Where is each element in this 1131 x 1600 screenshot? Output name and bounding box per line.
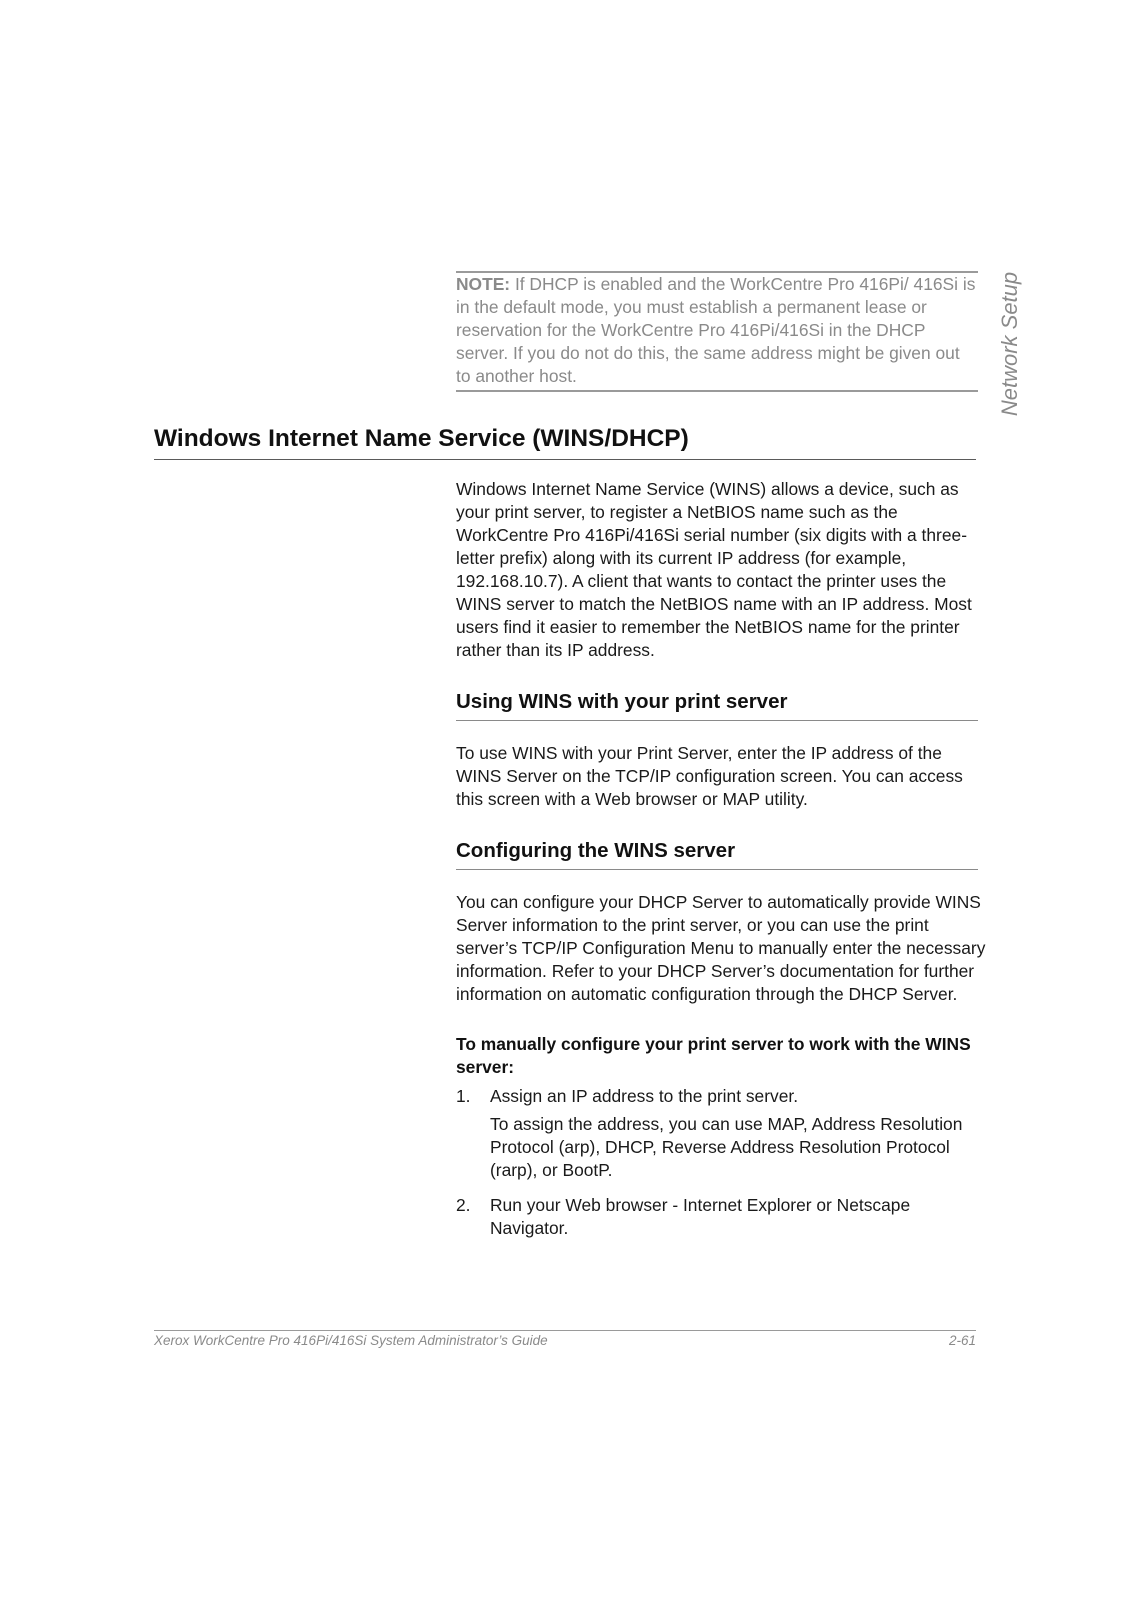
footer-title: Xerox WorkCentre Pro 416Pi/416Si System Administrator’s Guide — [154, 1333, 548, 1348]
step-number: 2. — [456, 1195, 471, 1215]
step-text: Assign an IP address to the print server. — [490, 1086, 799, 1106]
side-tab-label: Network Setup — [997, 271, 1022, 417]
procedure-title: To manually configure your print server to work with the WINS server: — [456, 1034, 971, 1077]
step-text: Run your Web browser - Internet Explorer or Netscape Navigator. — [490, 1195, 911, 1238]
using-wins-paragraph: To use WINS with your Print Server, enter the IP address of the WINS Server on the TCP/IP configuration screen. You can access this screen with a Web browser or MAP utility. — [456, 743, 963, 809]
configuring-wins-paragraph: You can configure your DHCP Server to automatically provide WINS Server information to the print server, or you can use the print server’s TCP/IP Configuration Menu to manually enter the necessary information. Refer to your DHCP Server’s documentation for further information on automatic configuration through the DHCP Server. — [456, 892, 986, 1004]
configuring-wins-heading: Configuring the WINS server — [456, 837, 978, 870]
page-footer — [154, 1330, 976, 1348]
note-box — [456, 271, 978, 392]
using-wins-heading: Using WINS with your print server — [456, 688, 978, 721]
section-title: Windows Internet Name Service (WINS/DHCP) — [154, 423, 976, 460]
note-label: NOTE: — [456, 274, 511, 294]
page-number: 2-61 — [948, 1333, 976, 1348]
step-number: 1. — [456, 1086, 471, 1106]
step-1-detail: To assign the address, you can use MAP, Address Resolution Protocol (arp), DHCP, Reverse Address Resolution Protocol (rarp), or BootP. — [490, 1114, 963, 1180]
note-text: If DHCP is enabled and the WorkCentre Pro 416Pi/ 416Si is in the default mode, you must establish a permanent lease or reservation for the WorkCentre Pro 416Pi/416Si in the DHCP server. If you do not do this, the same address might be given out to another host. — [456, 274, 976, 386]
section-intro: Windows Internet Name Service (WINS) allows a device, such as your print server, to register a NetBIOS name such as the WorkCentre Pro 416Pi/416Si serial number (six digits with a three-letter prefix) along with its current IP address (for example, 192.168.10.7). A client that wants to contact the printer uses the WINS server to match the NetBIOS name with an IP address. Most users find it easier to remember the NetBIOS name for the printer rather than its IP address. — [456, 479, 972, 660]
